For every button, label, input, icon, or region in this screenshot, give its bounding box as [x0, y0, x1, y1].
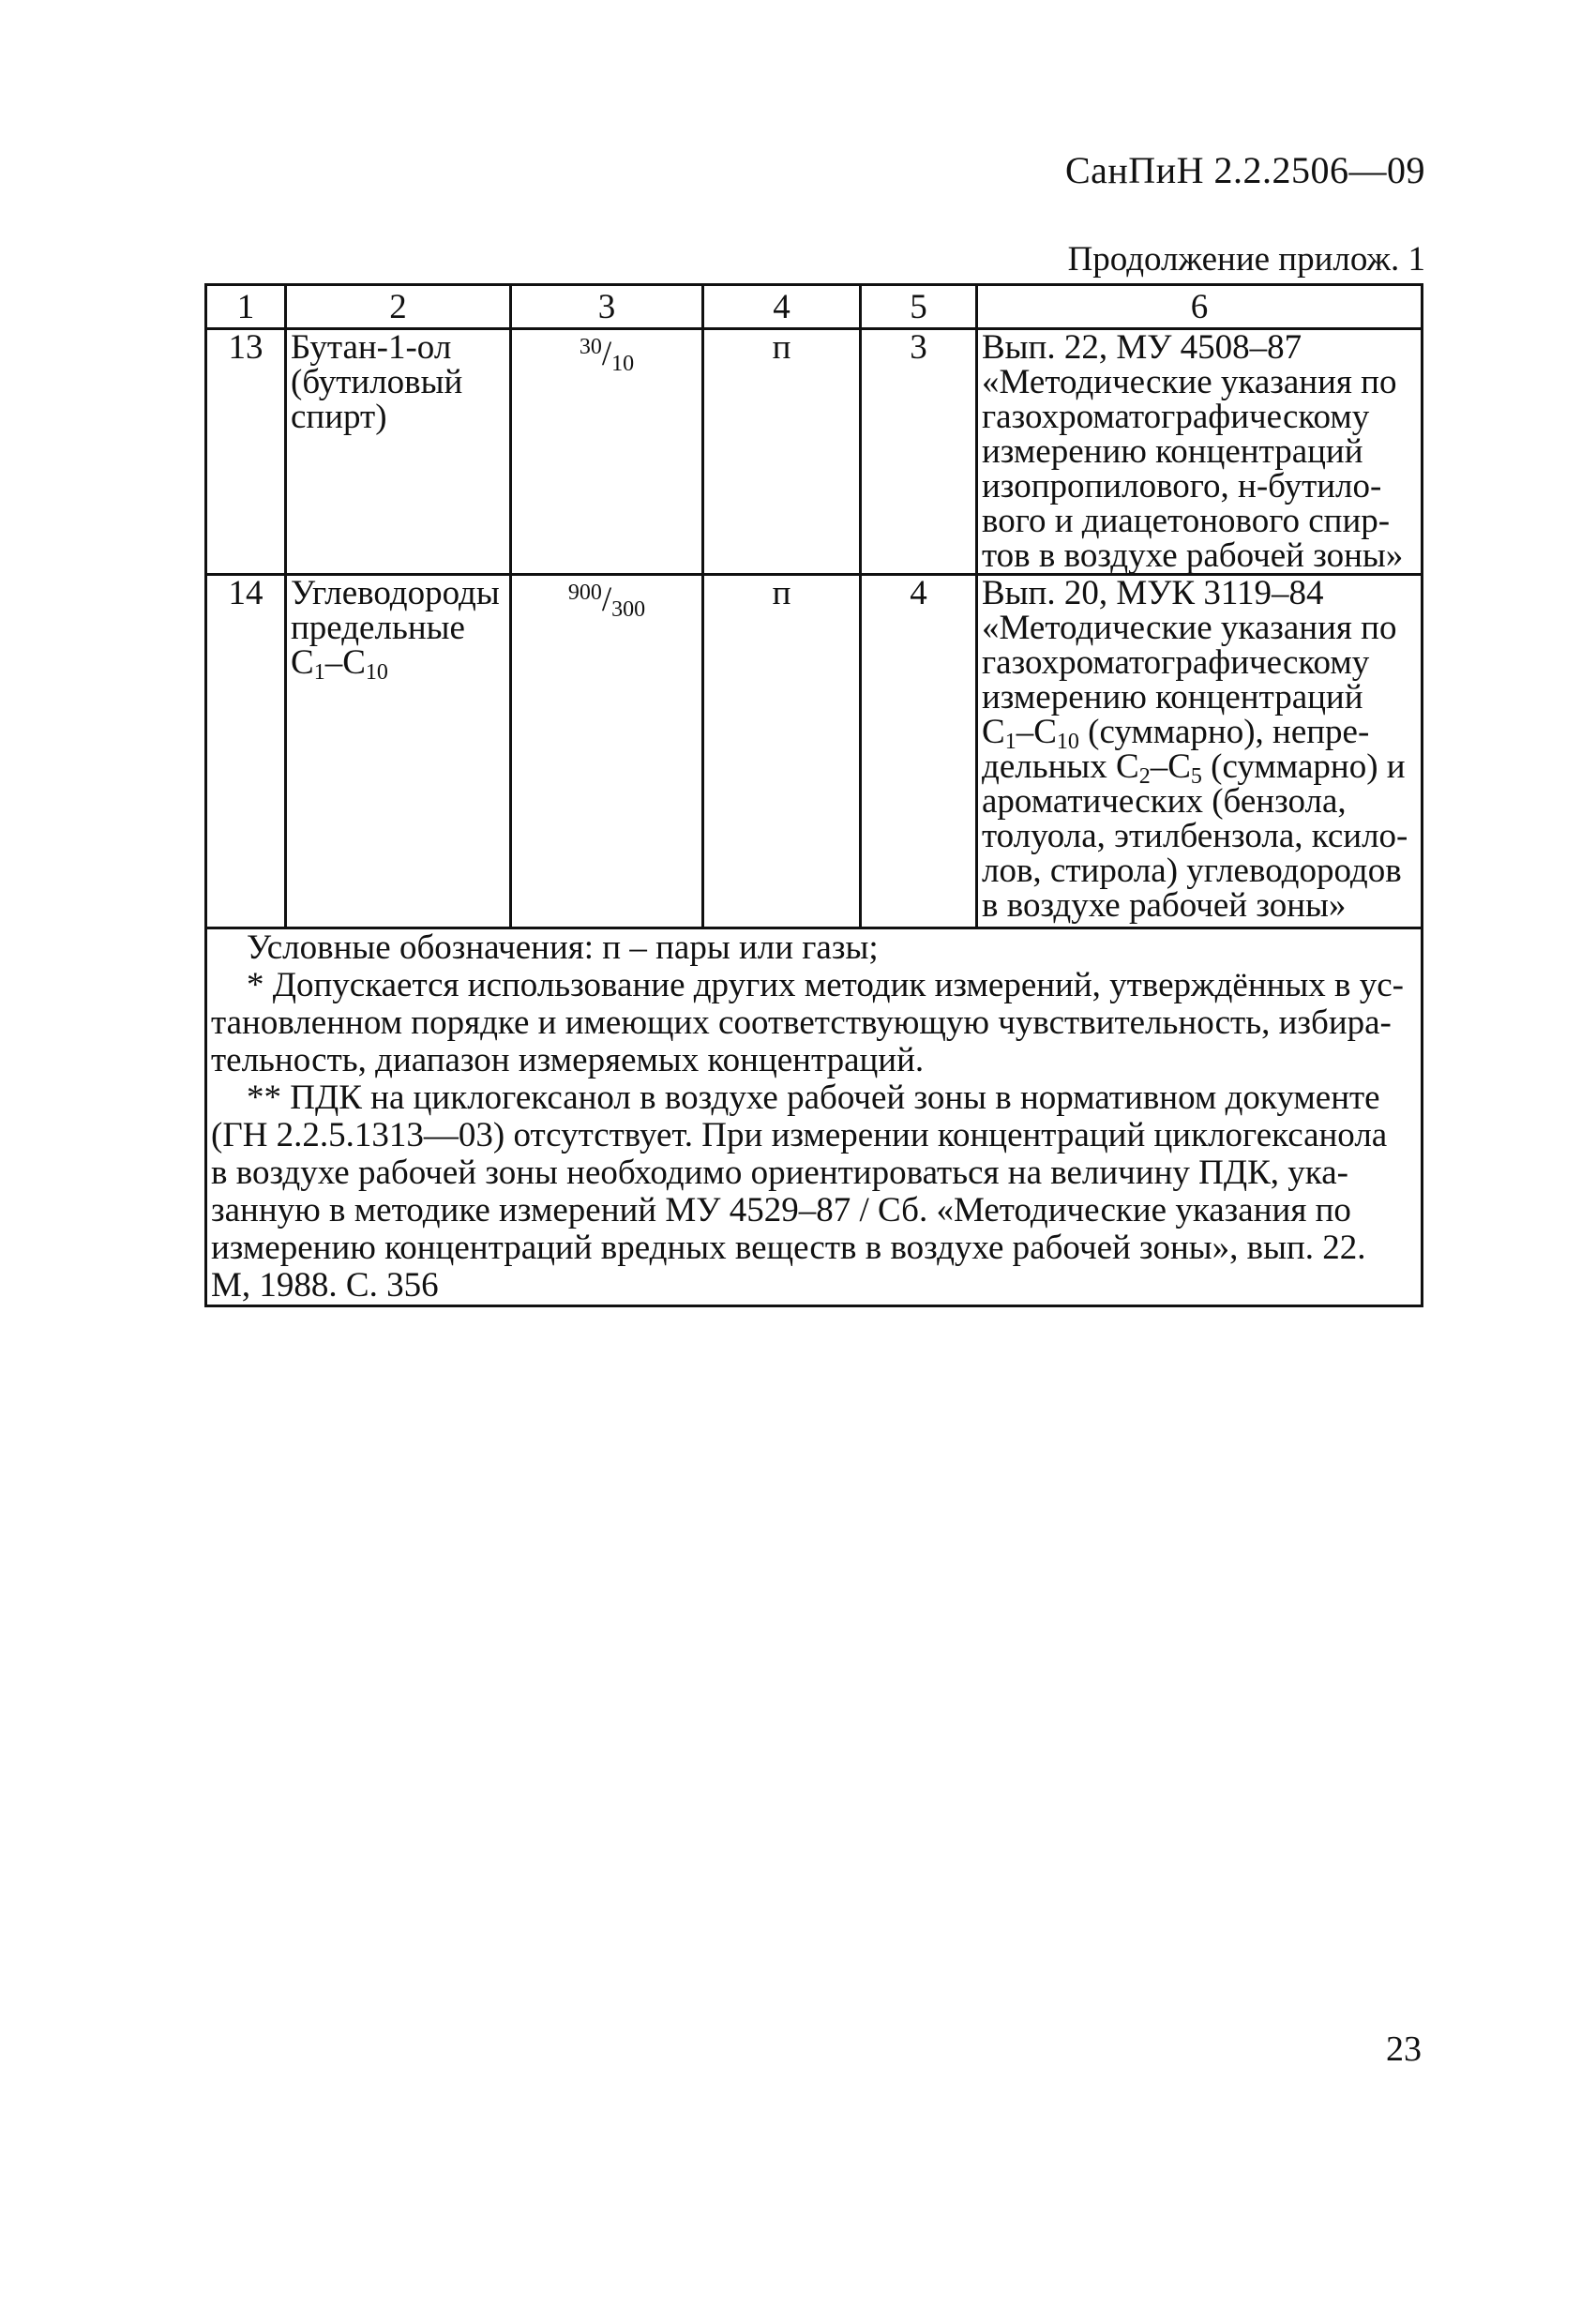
- name-line: предельные: [291, 609, 465, 647]
- method-line: Вып. 20, МУК 3119–84: [982, 574, 1324, 612]
- row-number: 13: [206, 329, 286, 575]
- column-header: 6: [977, 285, 1423, 329]
- method-line: $C_1-C_{10}$ (суммарно), непре-: [982, 713, 1370, 754]
- table-row: [206, 329, 1423, 575]
- footnote-line: занную в методике измерений МУ 4529–87 / Сб. «Методические указания по: [211, 1191, 1351, 1229]
- column-header-row: [206, 285, 1423, 329]
- footnote-line: * Допускается использование других методик измерений, утверждённых в ус-: [247, 966, 1404, 1004]
- fraction-numerator: 30: [579, 335, 602, 359]
- notes-row: [206, 928, 1423, 1306]
- hazard-class: 4: [861, 575, 977, 928]
- method-line: газохроматографическому: [982, 398, 1370, 436]
- legend-note: Условные обозначения: п – пары или газы;: [247, 928, 879, 967]
- column-header: 2: [286, 285, 511, 329]
- concentration-fraction: $^{30}/_{10}$: [511, 329, 703, 575]
- method-line: вого и диацетонового спир-: [982, 502, 1391, 540]
- column-header: 1: [206, 285, 286, 329]
- column-header: 4: [703, 285, 861, 329]
- fraction-numerator: 900: [567, 581, 602, 605]
- method-line: тов в воздухе рабочей зоны»: [982, 536, 1404, 575]
- method-line: дельных $C_2-C_5$ (суммарно) и: [982, 747, 1406, 789]
- footnote-line: тановленном порядке и имеющих соответствующую чувствительность, избира-: [211, 1003, 1392, 1042]
- substance-name: [286, 575, 511, 928]
- method-line: Вып. 22, МУ 4508–87: [982, 328, 1302, 367]
- aggregate-state: п: [703, 329, 861, 575]
- footnote-line: измерению концентраций вредных веществ в воздухе рабочей зоны», вып. 22.: [211, 1229, 1366, 1267]
- aggregate-state: п: [703, 575, 861, 928]
- method-reference: [977, 329, 1423, 575]
- document-code: СанПиН 2.2.2506—09: [1064, 149, 1425, 191]
- column-header: 3: [511, 285, 703, 329]
- method-line: измерению концентраций: [982, 678, 1363, 717]
- footnote-line: М, 1988. С. 356: [211, 1266, 439, 1305]
- continuation-label: Продолжение прилож. 1: [1067, 240, 1425, 279]
- method-reference: [977, 575, 1423, 928]
- name-line: Углеводороды: [291, 574, 500, 612]
- footnote-line: ** ПДК на циклогексанол в воздухе рабочей зоны в нормативном документе: [247, 1079, 1380, 1117]
- column-header: 5: [861, 285, 977, 329]
- method-line: газохроматографическому: [982, 643, 1370, 682]
- table-notes: [206, 928, 1423, 1306]
- page-number: 23: [1386, 2029, 1422, 2069]
- footnote-line: (ГН 2.2.5.1313—03) отсутствует. При измерении концентраций циклогексанола: [211, 1116, 1388, 1154]
- fraction-denominator: 300: [611, 597, 646, 622]
- method-line: «Методические указания по: [982, 363, 1397, 401]
- footnote-line: в воздухе рабочей зоны необходимо ориентироваться на величину ПДК, ука-: [211, 1154, 1348, 1192]
- method-line: ароматических (бензола,: [982, 782, 1347, 821]
- fraction-denominator: 10: [611, 352, 635, 376]
- concentration-fraction: $^{900}/_{300}$: [511, 575, 703, 928]
- method-line: лов, стирола) углеводородов: [982, 852, 1402, 890]
- method-line: в воздухе рабочей зоны»: [982, 886, 1347, 925]
- method-line: измерению концентраций: [982, 432, 1363, 471]
- name-formula: $C_1-C_{10}$: [291, 643, 388, 685]
- row-number: 14: [206, 575, 286, 928]
- method-line: «Методические указания по: [982, 609, 1397, 647]
- method-line: толуола, этилбензола, ксило-: [982, 817, 1408, 855]
- substance-name: [286, 329, 511, 575]
- table-row: [206, 575, 1423, 928]
- method-line: изопропилового, н-бутило-: [982, 467, 1382, 505]
- appendix-table: [204, 283, 1423, 1307]
- name-line: (бутиловый: [291, 363, 463, 401]
- hazard-class: 3: [861, 329, 977, 575]
- name-line: Бутан-1-ол: [291, 328, 452, 367]
- name-line: спирт): [291, 398, 387, 436]
- footnote-line: тельность, диапазон измеряемых концентраций.: [211, 1041, 925, 1079]
